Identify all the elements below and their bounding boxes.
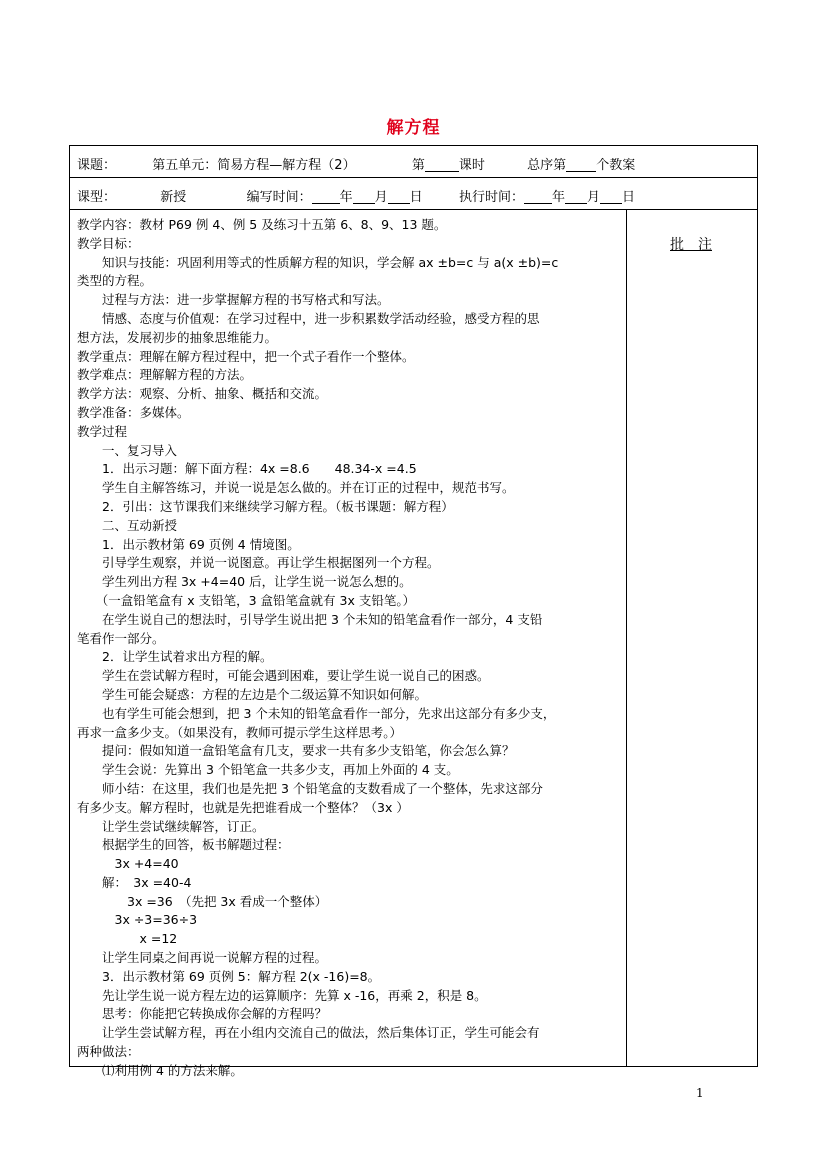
lesson-suffix: 课时 [458, 158, 485, 173]
type-label: 课型： [77, 190, 117, 205]
content-line: ⑴利用例 4 的方法来解。 [77, 1062, 243, 1078]
content-line: 2．引出：这节课我们来继续学习解方程。（板书课题：解方程） [77, 498, 454, 514]
total-number-blank [566, 157, 596, 172]
content-line: （一盒铅笔盒有 x 支铅笔，3 盒铅笔盒就有 3x 支铅笔。） [77, 592, 416, 608]
content-line: 学生会说：先算出 3 个铅笔盒一共多少支，再加上外面的 4 支。 [77, 762, 459, 778]
exec-time-label: 执行时间： [458, 190, 524, 205]
content-line: 学生自主解答练习，并说一说是怎么做的。并在订正的过程中，规范书写。 [77, 480, 515, 496]
content-line: 教学方法：观察、分析、抽象、概括和交流。 [77, 386, 328, 402]
write-month: 月 [374, 190, 388, 205]
content-line: 教学目标： [77, 235, 140, 251]
total-prefix: 总序第 [527, 158, 567, 173]
exec-day: 日 [621, 190, 635, 205]
content-line: 先让学生说一说方程左边的运算顺序：先算 x -16，再乘 2，积是 8。 [77, 987, 487, 1003]
exec-month-blank [565, 189, 587, 204]
exec-year-blank [524, 189, 552, 204]
lesson-number-blank [425, 157, 459, 172]
content-line: 解： 3x =40-4 [77, 874, 192, 890]
content-line: 过程与方法：进一步掌握解方程的书写格式和写法。 [77, 292, 390, 308]
content-line: 也有学生可能会想到，把 3 个未知的铅笔盒看作一部分，先求出这部分有多少支， [77, 705, 556, 721]
content-line: 有多少支。解方程时，也就是先把谁看成一个整体？（3x ） [77, 799, 409, 815]
content-line: 教学重点：理解在解方程过程中，把一个式子看作一个整体。 [77, 348, 415, 364]
content-line: x =12 [77, 931, 178, 947]
document-title: 解方程 [386, 118, 441, 138]
write-year-blank [312, 189, 340, 204]
content-line: 让学生尝试继续解答，订正。 [77, 818, 265, 834]
content-line: 1．出示教材第 69 页例 4 情境图。 [77, 536, 300, 552]
content-line: 提问：假如知道一盒铅笔盒有几支，要求一共有多少支铅笔，你会怎么算？ [77, 743, 515, 759]
content-line: 引导学生观察，并说一说图意。再让学生根据图列一个方程。 [77, 555, 440, 571]
exec-month: 月 [586, 190, 600, 205]
write-month-blank [353, 189, 375, 204]
annotation-header: 批 注 [670, 237, 712, 253]
topic-value: 第五单元：简易方程—解方程（2） [152, 158, 356, 173]
content-line: 1．出示习题：解下面方程：4x =8.6 48.34-x =4.5 [77, 461, 417, 477]
content-line: 在学生说自己的想法时，引导学生说出把 3 个未知的铅笔盒看作一部分，4 支铅 [77, 611, 543, 627]
write-day-blank [388, 189, 410, 204]
content-line: 想方法，发展初步的抽象思维能力。 [77, 329, 278, 345]
row-divider [70, 177, 757, 178]
content-line: 类型的方程。 [77, 273, 153, 289]
content-line: 两种做法： [77, 1044, 140, 1060]
type-value: 新授 [160, 190, 187, 205]
content-line: 知识与技能：巩固利用等式的性质解方程的知识，学会解 ax ±b=c 与 a(x ±b)=c [77, 254, 559, 270]
write-time-label: 编写时间： [246, 190, 312, 205]
write-day: 日 [409, 190, 423, 205]
content-line: 根据学生的回答，板书解题过程： [77, 837, 290, 853]
content-line: 学生可能会疑惑：方程的左边是个二级运算不知识如何解。 [77, 686, 428, 702]
lesson-content [77, 216, 621, 1081]
content-line: 笔看作一部分。 [77, 630, 165, 646]
row-divider [70, 209, 757, 210]
content-line: 3．出示教材第 69 页例 5：解方程 2(x -16)=8。 [77, 968, 381, 984]
content-line: 2．让学生试着求出方程的解。 [77, 649, 273, 665]
content-line: 3x ÷3=36÷3 [77, 912, 198, 928]
topic-label: 课题： [77, 158, 117, 173]
total-suffix: 个教案 [596, 158, 636, 173]
content-line: 3x =36 （先把 3x 看成一个整体） [77, 893, 328, 909]
content-line: 二、互动新授 [77, 517, 178, 533]
content-line: 教学内容：教材 P69 例 4、例 5 及练习十五第 6、8、9、13 题。 [77, 217, 447, 232]
content-line: 一、复习导入 [77, 442, 178, 458]
content-line: 学生在尝试解方程时，可能会遇到困难，要让学生说一说自己的困惑。 [77, 668, 490, 684]
content-line: 教学准备：多媒体。 [77, 404, 190, 420]
content-line: 再求一盒多少支。（如果没有，教师可提示学生这样思考。） [77, 724, 403, 740]
lesson-plan-table [69, 145, 758, 1078]
type-row [77, 186, 635, 205]
content-line: 师小结：在这里，我们也是先把 3 个铅笔盒的支数看成了一个整体，先求这部分 [77, 780, 543, 796]
lesson-prefix: 第 [411, 158, 425, 173]
content-line: 教学过程 [77, 423, 128, 439]
page-number: 1 [696, 1086, 704, 1100]
exec-year: 年 [551, 190, 565, 205]
content-line: 教学难点：理解解方程的方法。 [77, 367, 253, 383]
content-line: 思考：你能把它转换成你会解的方程吗？ [77, 1006, 328, 1022]
topic-row [77, 154, 635, 173]
content-line: 让学生同桌之间再说一说解方程的过程。 [77, 950, 328, 966]
write-year: 年 [339, 190, 353, 205]
content-line: 学生列出方程 3x +4=40 后，让学生说一说怎么想的。 [77, 574, 412, 590]
content-line: 情感、态度与价值观：在学习过程中，进一步积累数学活动经验，感受方程的思 [77, 310, 540, 326]
exec-day-blank [600, 189, 622, 204]
content-line: 让学生尝试解方程，再在小组内交流自己的做法，然后集体订正，学生可能会有 [77, 1025, 540, 1041]
content-line: 3x +4=40 [77, 856, 179, 872]
column-divider [626, 209, 627, 1066]
